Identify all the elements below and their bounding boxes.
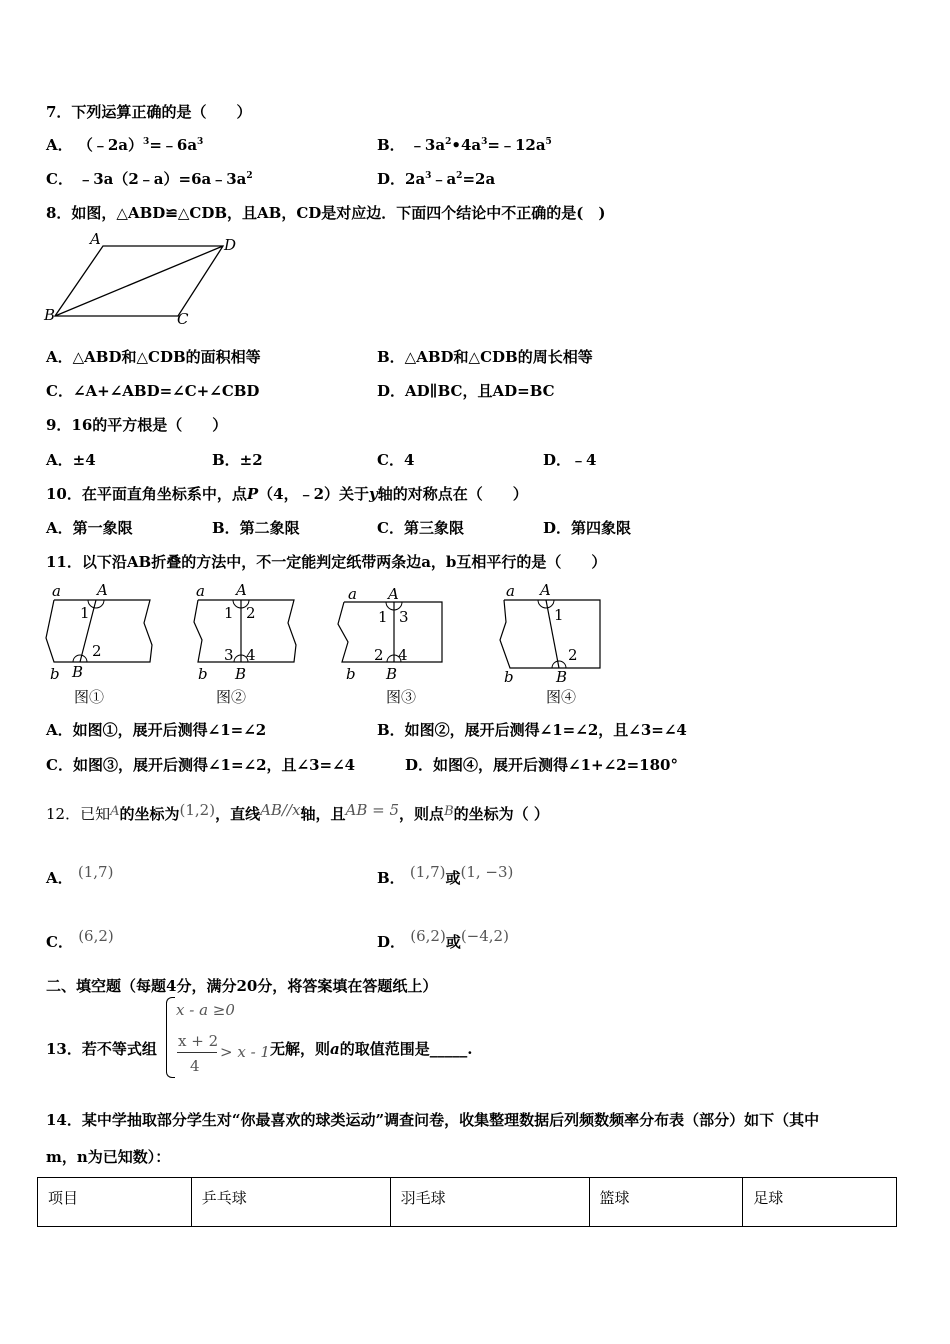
q7-option-b: B． $﹣3a^2•4a^3=﹣12a^5$ bbox=[377, 136, 552, 154]
fig1-label-B: B bbox=[72, 663, 84, 681]
q14-stem-line-2: m，n为已知数）： bbox=[46, 1148, 171, 1166]
q11-stem: 11．以下沿AB折叠的方法中，不一定能判定纸带两条边a，b互相平行的是（ ） bbox=[46, 553, 607, 571]
q8-parallelogram-figure bbox=[40, 228, 250, 328]
q7-option-d: D．$2a^3﹣a^2=2a$ bbox=[377, 170, 496, 188]
q12-option-a: A． (1,7) bbox=[46, 863, 114, 887]
fig2-label-A: A bbox=[236, 581, 247, 599]
fig2-label-b: b bbox=[198, 665, 208, 683]
q11-option-d: D．如图④，展开后测得∠1+∠2=180° bbox=[405, 756, 678, 774]
table-header-cell: 篮球 bbox=[589, 1178, 743, 1227]
q12-option-d: D． (6,2)或(−4,2) bbox=[377, 927, 509, 951]
q10-option-c: C．第三象限 bbox=[377, 519, 464, 537]
q13-inequality-2-rhs: > x - 1 bbox=[220, 1043, 270, 1061]
fig2-angle-1: 1 bbox=[224, 604, 234, 622]
fig1-caption: 图① bbox=[74, 688, 105, 706]
fig2-caption: 图② bbox=[216, 688, 247, 706]
fig4-caption: 图④ bbox=[546, 688, 577, 706]
q8-option-d: D．AD∥BC，且AD=BC bbox=[377, 382, 555, 400]
q8-label-c: C bbox=[177, 310, 189, 328]
q10-stem: 10．在平面直角坐标系中，点P（4，﹣2）关于y轴的对称点在（ ） bbox=[46, 485, 528, 503]
fig3-label-a: a bbox=[348, 585, 357, 603]
fig1-label-A: A bbox=[97, 581, 108, 599]
q13-inequality-1: x - a ≥0 bbox=[176, 1001, 235, 1019]
fig1-label-b: b bbox=[50, 665, 60, 683]
q8-label-d: D bbox=[224, 236, 237, 254]
q10-option-b: B．第二象限 bbox=[212, 519, 300, 537]
table-header-cell: 项目 bbox=[38, 1178, 192, 1227]
q14-frequency-table bbox=[37, 1177, 897, 1227]
q7-stem: 7．下列运算正确的是（ ） bbox=[46, 103, 252, 121]
fig4-label-B: B bbox=[556, 668, 568, 686]
fig2-angle-2: 2 bbox=[246, 604, 256, 622]
fig4-label-A: A bbox=[540, 581, 551, 599]
q9-option-c: C．4 bbox=[377, 451, 415, 469]
q14-stem-line-1: 14．某中学抽取部分学生对“你最喜欢的球类运动”调查问卷，收集整理数据后列频数频率分布表（部分）如下（其中 bbox=[46, 1111, 820, 1129]
fig2-label-a: a bbox=[196, 582, 205, 600]
table-row bbox=[38, 1178, 897, 1227]
fig2-label-B: B bbox=[235, 665, 247, 683]
q9-option-b: B．±2 bbox=[212, 451, 263, 469]
fig2-angle-3: 3 bbox=[224, 646, 234, 664]
fig1-angle-1: 1 bbox=[80, 604, 90, 622]
fig2-angle-4: 4 bbox=[246, 646, 256, 664]
fig3-label-B: B bbox=[386, 665, 398, 683]
q11-option-c: C．如图③，展开后测得∠1=∠2，且∠3=∠4 bbox=[46, 756, 356, 774]
table-header-cell: 羽毛球 bbox=[390, 1178, 589, 1227]
fig4-label-b: b bbox=[504, 668, 514, 686]
q7-option-a: A． $(﹣2a)^3=﹣6a^3$ bbox=[46, 136, 204, 154]
q11-figure-2 bbox=[190, 580, 310, 710]
fig1-angle-2: 2 bbox=[92, 642, 102, 660]
fig4-angle-2: 2 bbox=[568, 646, 578, 664]
fig3-angle-2: 2 bbox=[374, 646, 384, 664]
fig3-angle-1: 1 bbox=[378, 608, 388, 626]
q8-stem: 8．如图，△ABD≌△CDB，且AB，CD是对应边．下面四个结论中不正确的是( ) bbox=[46, 204, 606, 222]
q13-system-brace bbox=[166, 997, 175, 1078]
q13-fraction-bar bbox=[177, 1052, 217, 1053]
q10-option-a: A．第一象限 bbox=[46, 519, 133, 537]
fig3-caption: 图③ bbox=[386, 688, 417, 706]
q13-suffix: 无解，则a的取值范围是_____. bbox=[270, 1040, 473, 1058]
q13-fraction-numerator: x + 2 bbox=[178, 1032, 219, 1050]
table-header-cell: 乒乓球 bbox=[191, 1178, 390, 1227]
fig1-label-a: a bbox=[52, 582, 61, 600]
fig3-angle-3: 3 bbox=[399, 608, 409, 626]
q12-option-c: C． (6,2) bbox=[46, 927, 114, 951]
q11-option-a: A．如图①，展开后测得∠1=∠2 bbox=[46, 721, 267, 739]
q13-fraction-denominator: 4 bbox=[190, 1057, 200, 1075]
q8-option-a: A．△ABD和△CDB的面积相等 bbox=[46, 348, 261, 366]
section-2-heading: 二、填空题（每题4分，满分20分，将答案填在答题纸上） bbox=[46, 977, 438, 995]
q12-stem: 12．已知A的坐标为(1,2)，直线AB//x轴，且AB = 5，则点B的坐标为（ ） bbox=[46, 801, 549, 823]
q11-figure-3 bbox=[334, 582, 454, 712]
fig4-angle-1: 1 bbox=[554, 606, 564, 624]
fig3-label-b: b bbox=[346, 665, 356, 683]
q13-prefix: 13．若不等式组 bbox=[46, 1040, 157, 1058]
fig3-label-A: A bbox=[388, 585, 399, 603]
q11-figure-4 bbox=[496, 580, 616, 710]
q9-option-d: D．﹣4 bbox=[543, 451, 597, 469]
q8-option-b: B．△ABD和△CDB的周长相等 bbox=[377, 348, 593, 366]
q8-label-b: B bbox=[44, 306, 56, 324]
q9-stem: 9．16的平方根是（ ） bbox=[46, 416, 228, 434]
table-header-cell: 足球 bbox=[743, 1178, 897, 1227]
fig3-angle-4: 4 bbox=[398, 646, 408, 664]
q7-option-c: C． $﹣3a(2﹣a)=6a﹣3a^2$ bbox=[46, 170, 253, 188]
q11-figure-1 bbox=[42, 580, 162, 710]
q12-option-b: B． (1,7)或(1, −3) bbox=[377, 863, 514, 887]
q8-option-c: C．∠A+∠ABD=∠C+∠CBD bbox=[46, 382, 260, 400]
q11-option-b: B．如图②，展开后测得∠1=∠2，且∠3=∠4 bbox=[377, 721, 687, 739]
q9-option-a: A．±4 bbox=[46, 451, 96, 469]
q8-label-a: A bbox=[90, 230, 101, 248]
fig4-label-a: a bbox=[506, 582, 515, 600]
q10-option-d: D．第四象限 bbox=[543, 519, 632, 537]
